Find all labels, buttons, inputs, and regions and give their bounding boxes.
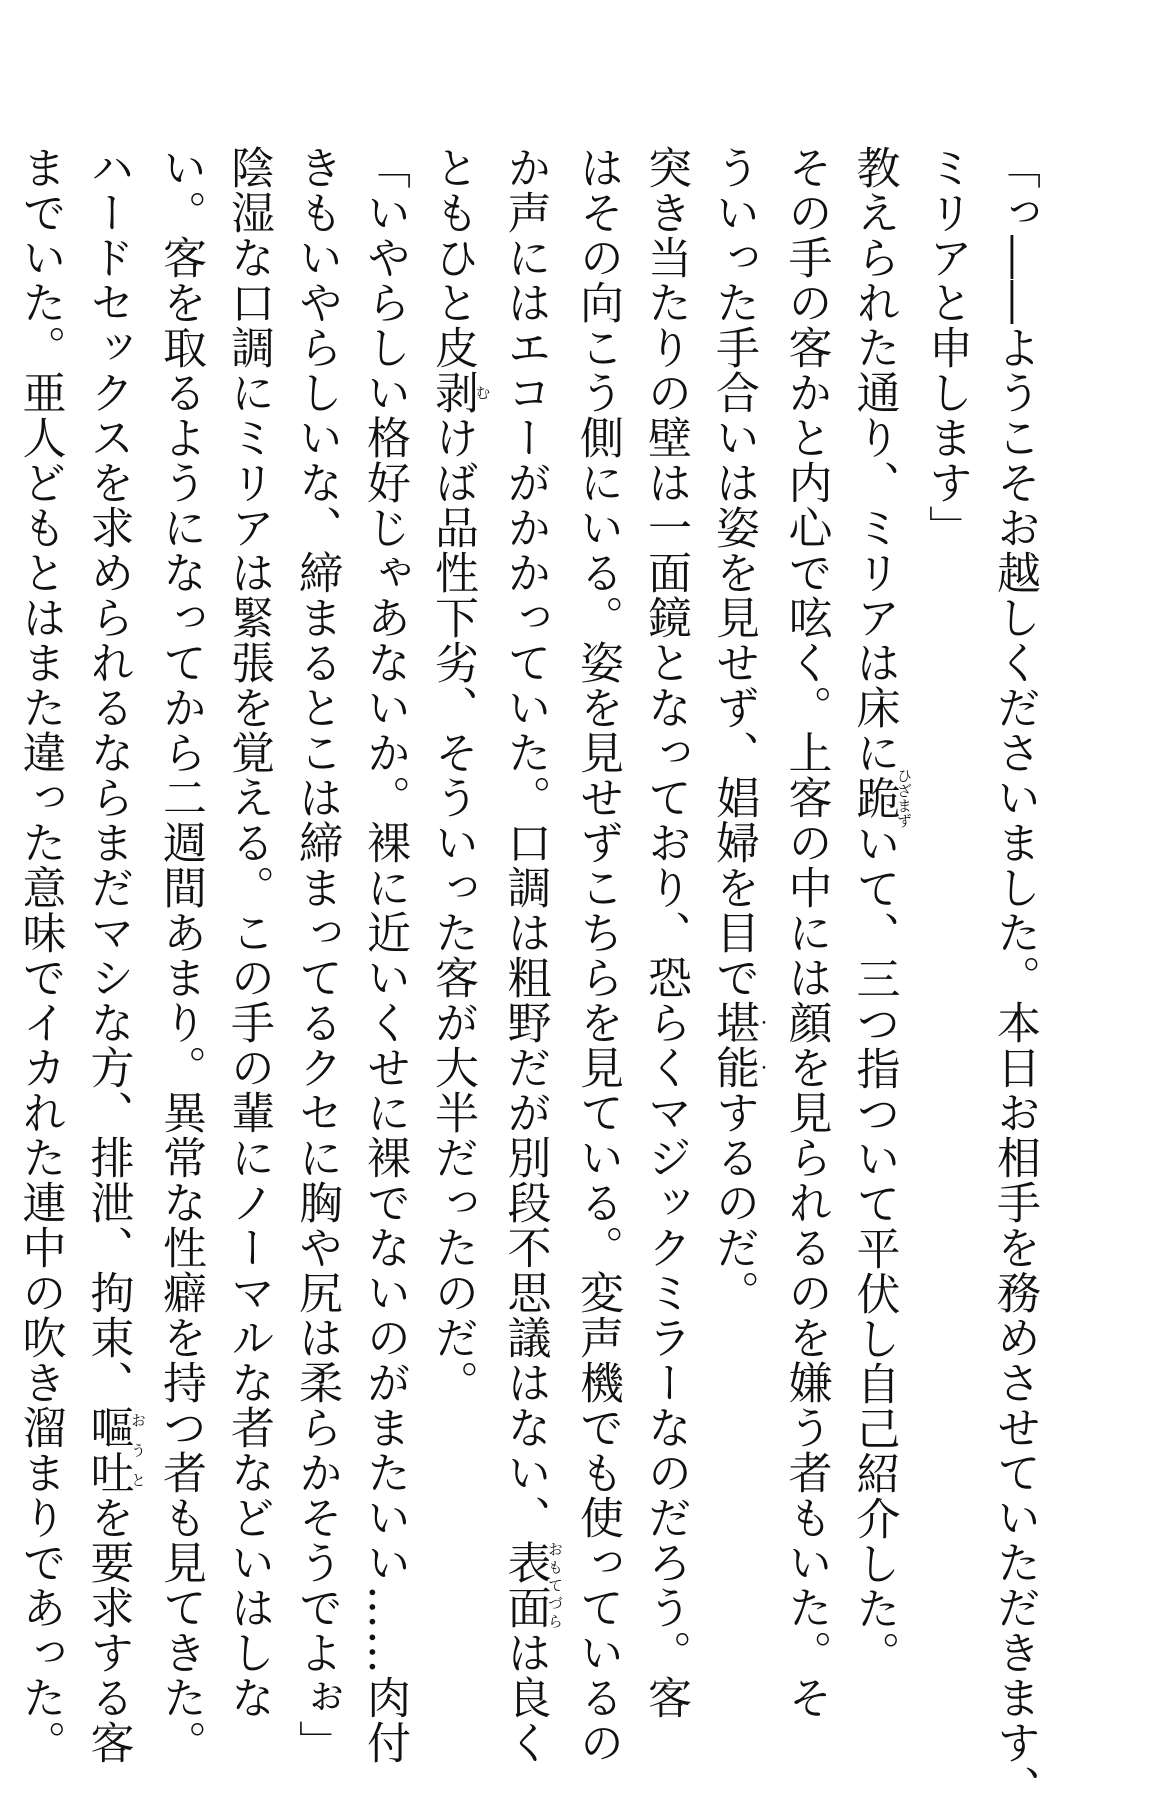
emphasis-word: 堪・ [708, 1000, 773, 1045]
text-line: ハードセックスを求められるならまだマシな方、排泄、拘束、嘔吐おうとを要求する客 [82, 145, 147, 1765]
text-line: 突き当たりの壁は一面鏡となっており、恐らくマジックミラーなのだろう。客 [640, 145, 691, 1720]
text-line: か声にはエコーがかかっていた。口調は粗野だが別段不思議はない、表面おもてづらは良く [499, 145, 564, 1765]
text-line: までいた。亜人どもとはまた違った意味でイカれた連中の吹き溜まりであった。 [14, 145, 66, 1765]
vertical-text-body [14, 145, 1048, 1810]
ruby-word: 跪ひざまず [848, 768, 913, 828]
ruby-reading: ひざまず [895, 768, 913, 828]
ruby-word: 表面おもてづら [499, 1540, 564, 1630]
ruby-reading: おもてづら [546, 1540, 564, 1630]
text-line: ともひと皮剥むけば品性下劣、そういった客が大半だったのだ。 [427, 145, 492, 1405]
text-line: ミリアと申します」 [921, 145, 972, 550]
ruby-reading: おうと [129, 1405, 147, 1495]
text-line: きもいやらしいな、締まるとこは締まってるクセに胸や尻は柔らかそうでよぉ」 [291, 145, 342, 1765]
text-line: ういった手合いは姿を見せず、娼婦を目で堪・能・するのだ。 [708, 145, 773, 1315]
emphasis-dot: ・ [754, 1045, 773, 1090]
ruby-word: 嘔吐おうと [82, 1405, 147, 1495]
text-line: その手の客かと内心で呟く。上客の中には顔を見られるのを嫌う者もいた。そ [780, 145, 832, 1720]
emphasis-word: 能・ [708, 1045, 773, 1090]
ruby-word: 剥む [427, 370, 492, 415]
ruby-reading: む [473, 370, 492, 415]
emphasis-dot: ・ [754, 1000, 773, 1045]
text-line: 「いやらしい格好じゃあないか。裸に近いくせに裸でないのがまたいい……肉付 [359, 145, 410, 1765]
text-line: 教えられた通り、ミリアは床に跪ひざまずいて、三つ指ついて平伏し自己紹介した。 [848, 145, 913, 1676]
text-line: 「っ――ようこそお越しくださいました。本日お相手を務めさせていただきます、 [989, 145, 1040, 1810]
text-line: い。客を取るようになってから二週間あまり。異常な性癖を持つ者も見てきた。 [155, 145, 206, 1765]
text-line: 陰湿な口調にミリアは緊張を覚える。この手の輩にノーマルな者などいはしな [223, 145, 274, 1720]
text-line: はその向こう側にいる。姿を見せずこちらを見ている。変声機でも使っているの [572, 145, 623, 1765]
